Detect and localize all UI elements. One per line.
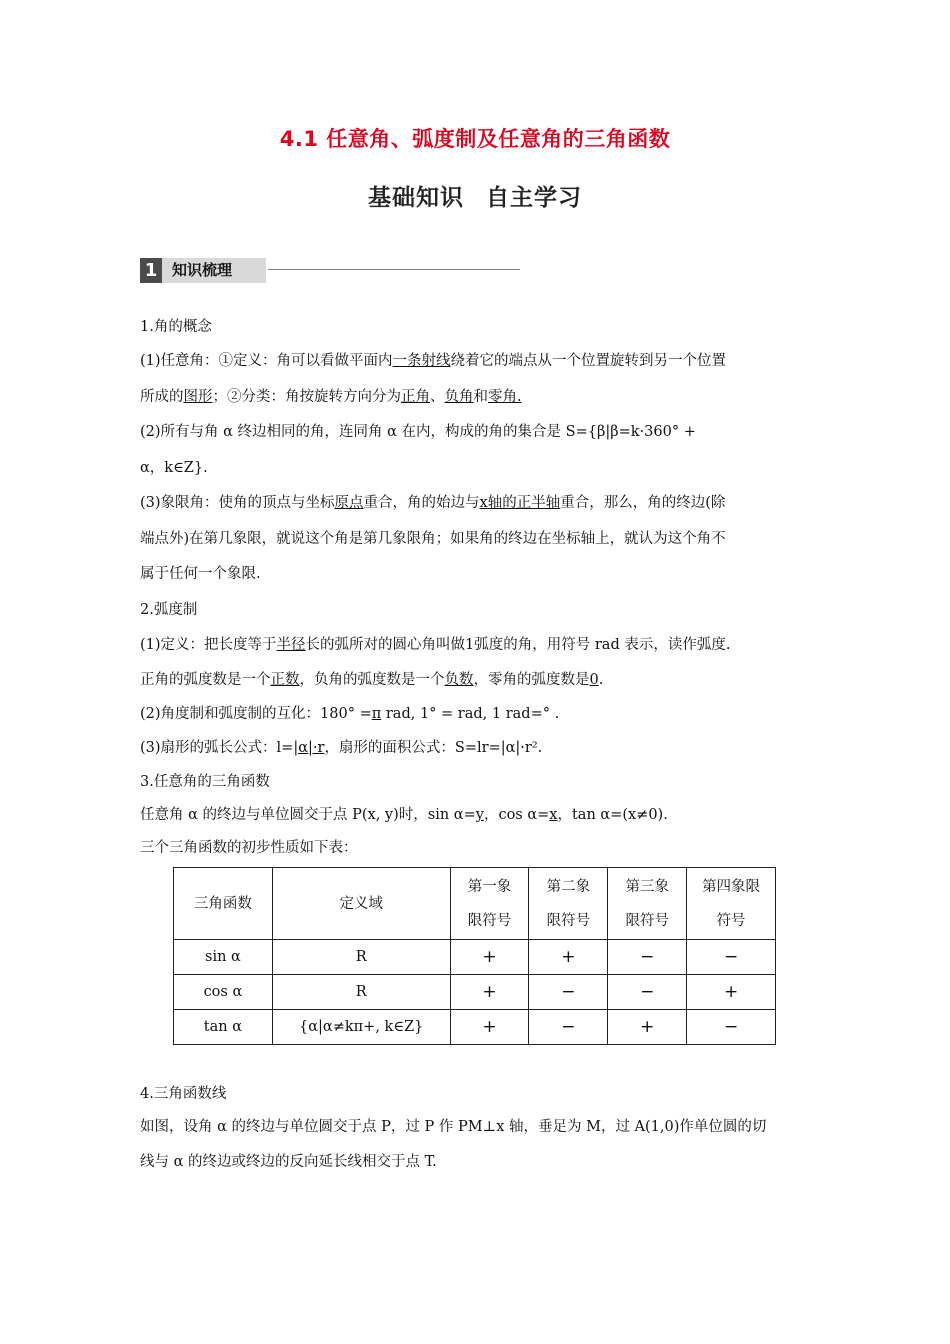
heading-radian: 2.弧度制 xyxy=(140,602,198,618)
function-cell: cos α xyxy=(174,975,273,1010)
page-subtitle xyxy=(0,179,950,212)
table-header-cell: 第四象限 符号 xyxy=(687,868,776,940)
sign-cell: − xyxy=(687,1010,776,1045)
table-header-cell: 第一象 限符号 xyxy=(450,868,529,940)
sign-cell: + xyxy=(450,1010,529,1045)
sign-cell: + xyxy=(687,975,776,1010)
sign-cell: − xyxy=(608,975,687,1010)
paragraph: (2)所有与角 α 终边相同的角，连同角 α 在内，构成的角的集合是 S={β|β=k·360° + xyxy=(140,424,696,440)
table-row xyxy=(174,1010,776,1045)
page-title: 4.1 任意角、弧度制及任意角的三角函数 xyxy=(279,127,671,151)
trig-sign-table xyxy=(173,867,776,1045)
paragraph: (1)任意角：①定义：角可以看做平面内一条射线绕着它的端点从一个位置旋转到另一个位置 xyxy=(140,353,727,369)
paragraph: 正角的弧度数是一个正数，负角的弧度数是一个负数，零角的弧度数是0. xyxy=(140,672,604,688)
paragraph: 线与 α 的终边或终边的反向延长线相交于点 T. xyxy=(140,1154,437,1170)
paragraph: (3)扇形的弧长公式：l=|α|·r，扇形的面积公式：S=lr=|α|·r². xyxy=(140,740,543,756)
paragraph: 属于任何一个象限. xyxy=(140,566,261,582)
paragraph: 如图，设角 α 的终边与单位圆交于点 P，过 P 作 PM⊥x 轴，垂足为 M，过 A(1,0)作单位圆的切 xyxy=(140,1119,767,1135)
paragraph: α，k∈Z}. xyxy=(140,460,208,476)
table-header-row xyxy=(174,868,776,940)
sign-cell: − xyxy=(529,975,608,1010)
heading-angle-concept: 1.角的概念 xyxy=(140,319,212,335)
section-divider xyxy=(268,269,520,270)
paragraph: (2)角度制和弧度制的互化：180° =π rad, 1° = rad, 1 rad=° . xyxy=(140,706,560,722)
paragraph: 所成的图形；②分类：角按旋转方向分为正角、负角和零角. xyxy=(140,389,522,405)
sign-cell: + xyxy=(608,1010,687,1045)
section-header xyxy=(140,258,520,283)
table-header-cell: 三角函数 xyxy=(174,868,273,940)
subtitle-right: 自主学习 xyxy=(486,185,582,211)
section-title: 知识梳理 xyxy=(162,258,266,283)
domain-cell: R xyxy=(272,940,450,975)
table-header-cell: 第三象 限符号 xyxy=(608,868,687,940)
paragraph: 端点外)在第几象限，就说这个角是第几象限角；如果角的终边在坐标轴上，就认为这个角不 xyxy=(140,531,726,547)
sign-cell: + xyxy=(529,940,608,975)
table-row xyxy=(174,975,776,1010)
sign-cell: − xyxy=(687,940,776,975)
function-cell: tan α xyxy=(174,1010,273,1045)
domain-cell: {α|α≠kπ+, k∈Z} xyxy=(272,1010,450,1045)
heading-trig-lines: 4.三角函数线 xyxy=(140,1086,227,1102)
table-header-cell: 第二象 限符号 xyxy=(529,868,608,940)
table-header-cell: 定义域 xyxy=(272,868,450,940)
sign-cell: + xyxy=(450,975,529,1010)
paragraph: 任意角 α 的终边与单位圆交于点 P(x, y)时，sin α=y，cos α=x，tan α=(x≠0). xyxy=(140,807,668,823)
paragraph: 三个三角函数的初步性质如下表： xyxy=(140,840,358,856)
sign-cell: − xyxy=(608,940,687,975)
section-number: 1 xyxy=(140,258,162,283)
domain-cell: R xyxy=(272,975,450,1010)
table-row xyxy=(174,940,776,975)
sign-cell: − xyxy=(529,1010,608,1045)
sign-cell: + xyxy=(450,940,529,975)
heading-trig-functions: 3.任意角的三角函数 xyxy=(140,774,270,790)
function-cell: sin α xyxy=(174,940,273,975)
paragraph: (3)象限角：使角的顶点与坐标原点重合，角的始边与x轴的正半轴重合，那么，角的终边(除 xyxy=(140,495,726,511)
paragraph: (1)定义：把长度等于半径长的弧所对的圆心角叫做1弧度的角，用符号 rad 表示，读作弧度. xyxy=(140,637,731,653)
subtitle-left: 基础知识 xyxy=(368,185,464,211)
